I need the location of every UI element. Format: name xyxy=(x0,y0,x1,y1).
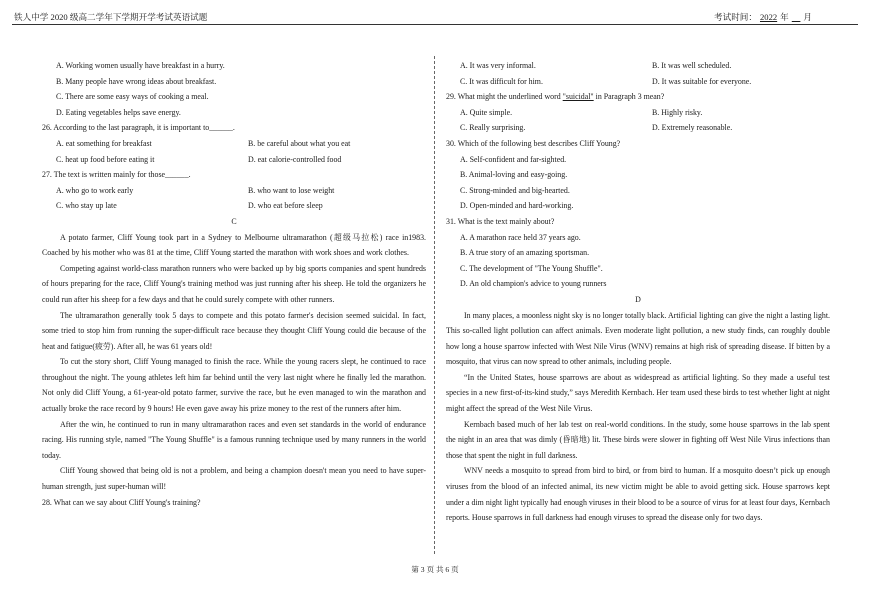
section-c-heading: C xyxy=(231,216,237,226)
q31-option-d: D. An old champion's advice to young runners xyxy=(460,279,607,289)
q26-options-row-1 xyxy=(42,136,426,152)
q25-option-a: A. Working women usually have breakfast in a hurry. xyxy=(56,61,225,70)
q31-option-a: A. A marathon race held 37 years ago. xyxy=(460,232,581,242)
q30-option-d: D. Open-minded and hard-working. xyxy=(460,201,574,211)
exam-date xyxy=(714,11,812,23)
q28-option-a: A. It was very informal. xyxy=(460,61,536,70)
passage-d-paragraph-2: “In the United States, house sparrows are about as widespread as artificial lighting. So they made a useful test species in a new first-of-its-kind study,” says Meredith Kernbach. Her team used these birds to test whether light at night might affect the spread of the West Nile Virus. xyxy=(446,372,830,414)
q28-option-c: C. It was difficult for him. xyxy=(460,76,543,86)
q28-options-row-2 xyxy=(446,74,830,90)
passage-c-paragraph-6: Cliff Young showed that being old is not a problem, and being a champion doesn't mean you need to have super-human strength, just super-human will! xyxy=(42,466,426,492)
q29-option-d: D. Extremely reasonable. xyxy=(652,123,733,133)
date-label: 考试时间： xyxy=(714,12,757,22)
q25-option-c: C. There are some easy ways of cooking a meal. xyxy=(56,92,209,102)
q29-options-row-1 xyxy=(446,105,830,121)
column-divider xyxy=(434,56,435,554)
passage-c-paragraph-1: A potato farmer, Cliff Young took part in a Sydney to Melbourne ultramarathon (超级马拉松) race in1983. Coached by his mother who was 81 at the time, Cliff Young started the marathon with work shoes and work clothes. xyxy=(42,232,426,258)
date-year-unit: 年 xyxy=(780,12,789,22)
date-month-unit: 月 xyxy=(803,12,812,22)
q29-target-word: "suicidal" xyxy=(562,92,594,102)
exam-title: 铁人中学 2020 级高二学年下学期开学考试英语试题 xyxy=(14,12,208,22)
q31-stem: 31. What is the text mainly about? xyxy=(446,216,555,226)
q29-options-row-2 xyxy=(446,120,830,136)
q28-stem: 28. What can we say about Cliff Young's training? xyxy=(42,497,201,507)
q30-option-b: B. Animal-loving and easy-going. xyxy=(460,170,568,180)
q27-option-c: C. who stay up late xyxy=(56,201,117,211)
right-column xyxy=(446,58,830,526)
header-rule xyxy=(12,24,858,25)
passage-d-paragraph-1: In many places, a moonless night sky is no longer totally black. Artificial lighting can give the night a lasting light. This so-called light pollution can affect animals. Even moderate light pollution, a new study finds, can roughly double how long a house sparrow infected with West Nile Virus (WNV) remains at high risk of spreading disease. If bitten by a mosquito, that virus can now spread to other animals, including people. xyxy=(446,310,830,367)
q29-stem-start: 29. What might the underlined word xyxy=(446,92,563,102)
passage-c-paragraph-5: After the win, he continued to run in many ultramarathon races and even set standards in the world of endurance racing. His running style, named "The Young Shuffle" is a famous running technique used by many runners in the world today. xyxy=(42,419,426,460)
q30-option-c: C. Strong-minded and big-hearted. xyxy=(460,185,570,195)
q27-option-b: B. who want to lose weight xyxy=(248,185,335,195)
page-number: 第 3 页 共 6 页 xyxy=(411,565,459,574)
q26-option-b: B. be careful about what you eat xyxy=(248,138,351,148)
q30-option-a: A. Self-confident and far-sighted. xyxy=(460,154,567,164)
q26-option-a: A. eat something for breakfast xyxy=(56,138,152,148)
passage-c-paragraph-2: Competing against world-class marathon runners who were backed up by big sports companies and spent hundreds of hours preparing for the race, Cliff Young's training method was just running after his sheep. He told the organizers he could run after his sheep for a few days and that he could surely compete with other runners. xyxy=(42,263,426,304)
date-month-blank xyxy=(789,12,804,22)
q27-options-row-1 xyxy=(42,183,426,199)
q28-option-d: D. It was suitable for everyone. xyxy=(652,76,752,86)
q25-option-d: D. Eating vegetables helps save energy. xyxy=(56,107,181,117)
q28-option-b: B. It was well scheduled. xyxy=(652,61,732,70)
q27-option-d: D. who eat before sleep xyxy=(248,201,323,211)
date-year: 2022 xyxy=(759,12,778,22)
q26-options-row-2 xyxy=(42,152,426,168)
q29-option-b: B. Highly risky. xyxy=(652,107,703,117)
q29-stem-end: in Paragraph 3 mean? xyxy=(593,92,665,102)
q26-stem: 26. According to the last paragraph, it is important to______. xyxy=(42,123,235,133)
left-column xyxy=(42,58,426,510)
passage-d-paragraph-4: WNV needs a mosquito to spread from bird to bird, or from bird to human. If a mosquito doesn’t pick up enough viruses from the blood of an infected animal, its new victim might be able to avoid getting sick. House sparrows kept under a dim night light typically had enough viruses in their blood to be a source of virus for at least four days, Kernbach reports. House sparrows in full darkness had enough viruses to spread the disease only for two days. xyxy=(446,466,830,523)
q31-option-b: B. A true story of an amazing sportsman. xyxy=(460,248,590,258)
q29-stem xyxy=(446,89,830,105)
q29-option-a: A. Quite simple. xyxy=(460,107,513,117)
q27-stem: 27. The text is written mainly for those______. xyxy=(42,170,191,180)
section-d-heading: D xyxy=(635,294,641,304)
q26-option-d: D. eat calorie-controlled food xyxy=(248,154,342,164)
q27-option-a: A. who go to work early xyxy=(56,185,134,195)
q30-stem: 30. Which of the following best describes Cliff Young? xyxy=(446,138,621,148)
q26-option-c: C. heat up food before eating it xyxy=(56,154,155,164)
q31-option-c: C. The development of "The Young Shuffle". xyxy=(460,263,603,273)
passage-c-paragraph-4: To cut the story short, Cliff Young managed to finish the race. While the young racers slept, he continued to race throughout the night. The young athletes left him far behind until the very last night where he finally led the marathon. Not only did Cliff Young, a 61-year-old potato farmer, survive the race, but he even managed to win the marathon and actually broke the race record by 9 hours! He even gave away his prize money to the rest of the runners after him. xyxy=(42,357,426,414)
passage-d-paragraph-3: Kernbach based much of her lab test on real-world conditions. In the study, some house sparrows in the lab spent the night in an area that was dimly (昏暗地) lit. These birds were slower in fighting off West Nile Virus infections than those that spent the night in full darkness. xyxy=(446,419,830,460)
q29-option-c: C. Really surprising. xyxy=(460,123,526,133)
q25-option-b: B. Many people have wrong ideas about breakfast. xyxy=(56,76,217,86)
q28-options-row-1 xyxy=(446,58,830,74)
passage-c-paragraph-3: The ultramarathon generally took 5 days to compete and this potato farmer's decision seemed suicidal. In fact, some tried to stop him from running the super-difficult race because they thought Cliff Young could die because of the heat and fatigue(疲劳). After all, he was 61 years old! xyxy=(42,310,426,351)
q27-options-row-2 xyxy=(42,198,426,214)
